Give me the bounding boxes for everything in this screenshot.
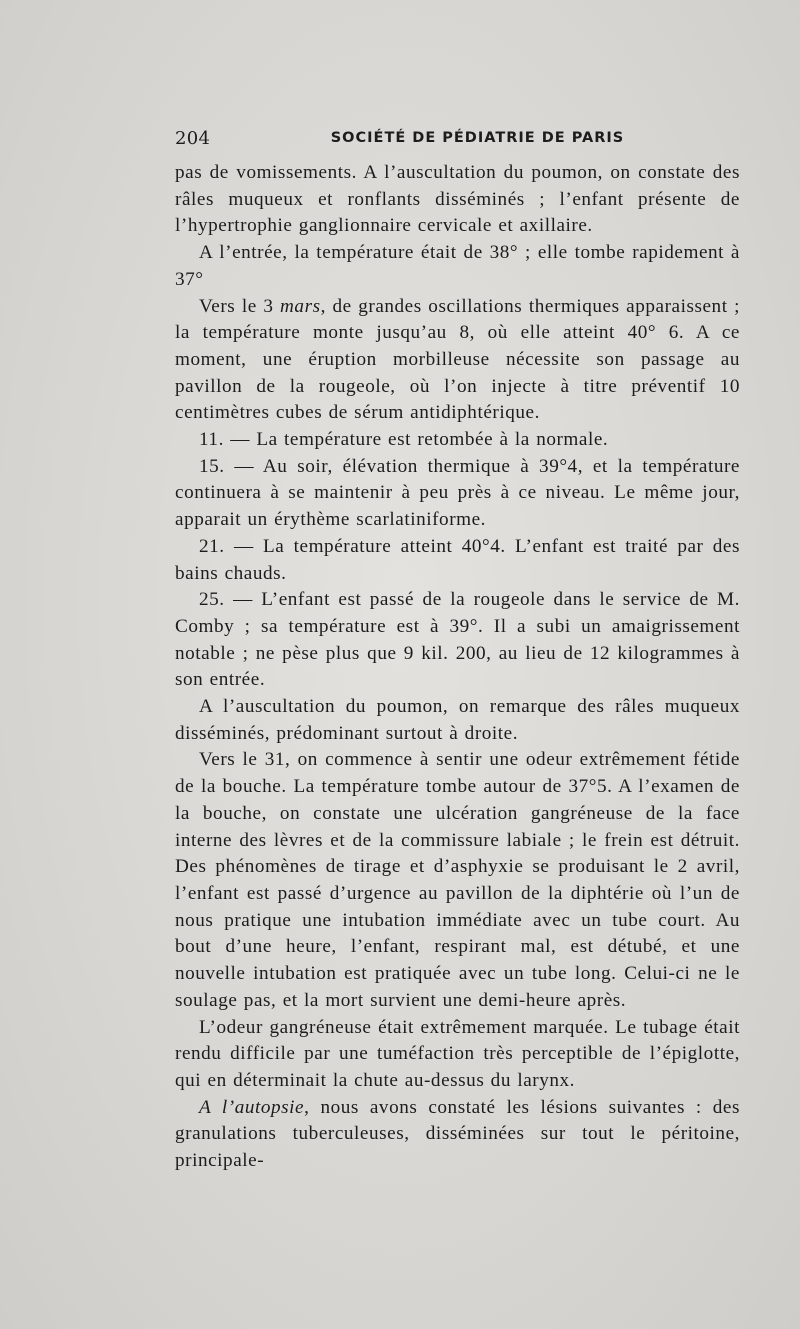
paragraph-3-text: , de grandes oscillations thermiques apparaissent ; la température monte jusqu’au 8, où elle atteint 40° 6. A ce moment, une éruption morbilleuse nécessite son passage au pavillon de la rougeole, où l’on injecte à titre préventif 10 centimètres cubes de sérum antidiphtérique.: [175, 295, 740, 424]
running-head: [175, 128, 740, 154]
paragraph-3-lead: Vers le 3: [199, 295, 281, 317]
paragraph-2: A l’entrée, la température était de 38° ; elle tombe rapidement à 37°: [175, 242, 740, 290]
paragraph-5: 15. — Au soir, élévation thermique à 39°4, et la température continuera à se maintenir à peu près à ce niveau. Le même jour, apparait un érythème scarlatiniforme.: [175, 455, 740, 531]
paragraph-8: A l’auscultation du poumon, on remarque des râles muqueux disséminés, prédominant surtout à droite.: [175, 696, 740, 744]
paragraph-9: Vers le 31, on commence à sentir une odeur extrêmement fétide de la bouche. La température tombe autour de 37°5. A l’examen de la bouche, on constate une ulcération gangréneuse de la face interne des lèvres et de la commissure labiale ; le frein est détruit. Des phénomènes de tirage et d’asphyxie se produisant le 2 avril, l’enfant est passé d’urgence au pavillon de la diphtérie où l’un de nous pratique une intubation immédiate avec un tube court. Au bout d’une heure, l’enfant, respirant mal, est détubé, et une nouvelle intubation est pratiquée avec un tube long. Celui-ci ne le soulage pas, et la mort survient une demi-heure après.: [175, 749, 740, 1011]
date-italic: mars: [280, 295, 321, 317]
running-title: SOCIÉTÉ DE PÉDIATRIE DE PARIS: [330, 130, 625, 146]
paragraph-4: 11. — La température est retombée à la normale.: [199, 429, 609, 451]
paragraph-3: [175, 294, 740, 428]
paragraph-11-text: , nous avons constaté les lésions suivantes : des granulations tuberculeuses, disséminées sur tout le péritoine, principale-: [175, 1096, 741, 1172]
paragraph-10: L’odeur gangréneuse était extrêmement marquée. Le tubage était rendu difficile par une tuméfaction très perceptible de l’épiglotte, qui en déterminait la chute au-dessus du larynx.: [175, 1016, 740, 1091]
paragraph-1: pas de vomissements. A l’auscultation du poumon, on constate des râles muqueux et ronflants disséminés ; l’enfant présente de l’hypertrophie ganglionnaire cervicale et axillaire.: [175, 162, 740, 237]
page-number: 204: [175, 128, 211, 149]
autopsy-italic: A l’autopsie: [199, 1096, 305, 1118]
paragraph-11: [175, 1095, 740, 1175]
paragraph-7: 25. — L’enfant est passé de la rougeole dans le service de M. Comby ; sa température est à 39°. Il a subi un amaigrissement notable ; ne pèse plus que 9 kil. 200, au lieu de 12 kilogrammes à son entrée.: [175, 589, 740, 691]
body-text: [175, 160, 740, 1175]
paragraph-6: 21. — La température atteint 40°4. L’enfant est traité par des bains chauds.: [175, 535, 740, 584]
